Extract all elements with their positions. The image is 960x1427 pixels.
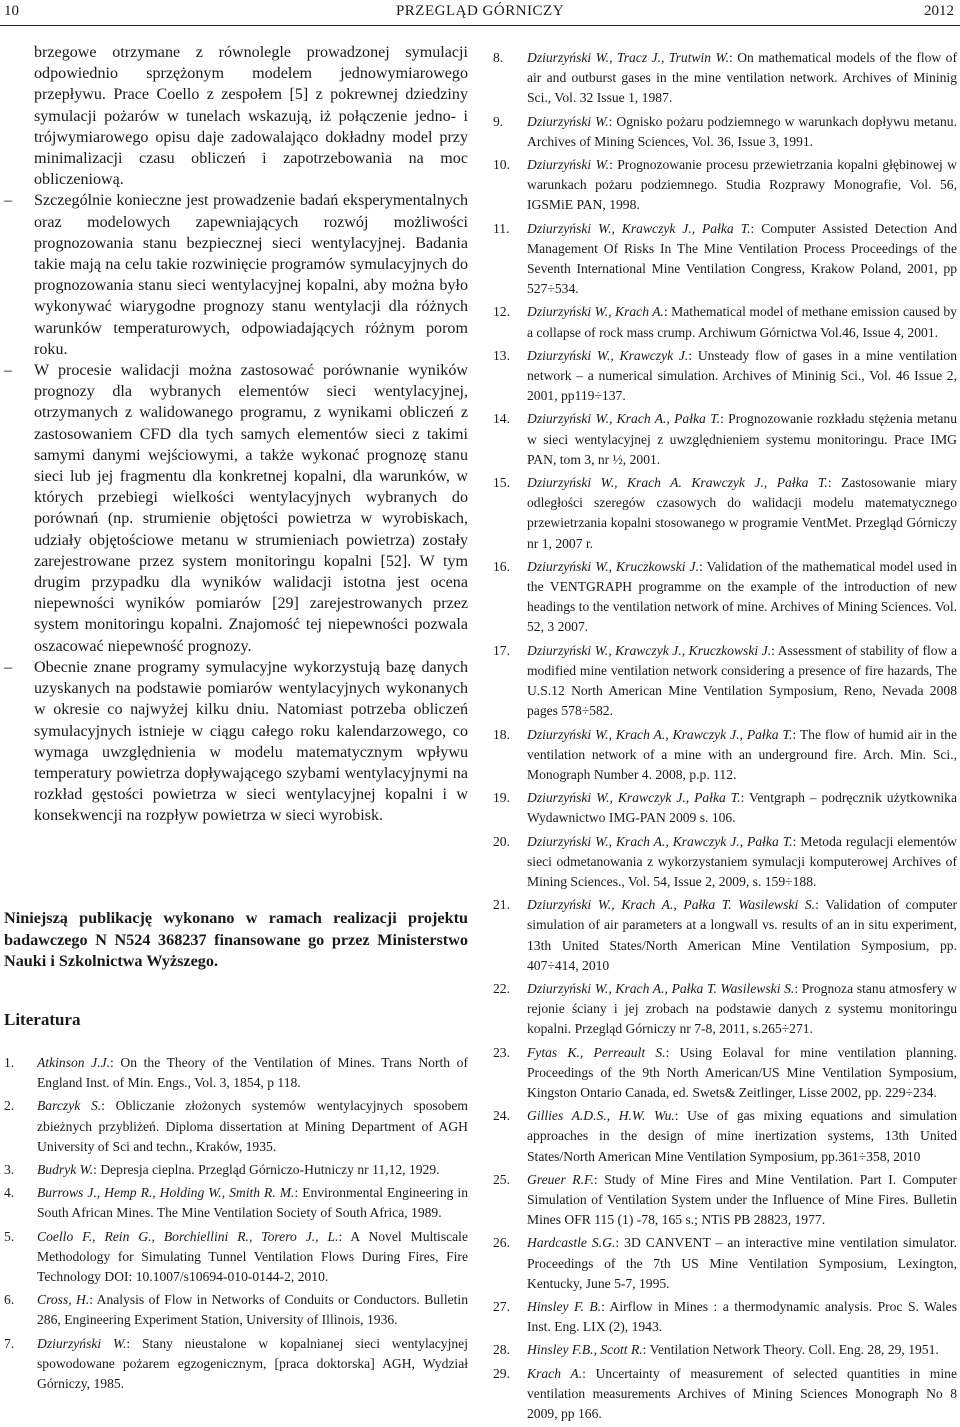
reference-authors: Dziurzyński W. (37, 1335, 127, 1351)
reference-item (4, 1053, 468, 1093)
reference-details: : Obliczanie złożonych systemów wentylacyjnych sposobem zbieżnych przybliżeń. Diploma dissertation at Mining Department of AGH University of Sci and techn., Kraków, 1935. (37, 1098, 468, 1154)
reference-authors: Dziurzyński W., Tracz J., Trutwin W. (527, 50, 729, 65)
reference-item (493, 346, 957, 407)
reference-authors: Gillies A.D.S., H.W. Wu. (527, 1108, 675, 1124)
reference-details: : Stany nieustalone w kopalnianej sieci wentylacyjnej spowodowane pożarem egzogenicznym, [praca doktorska] AGH, Wydział Górniczy, 1985. (37, 1335, 468, 1392)
reference-number: 13. (493, 347, 510, 363)
reference-details: : Validation of the mathematical model used in the VENTGRAPH programme on the example of the introduction of new headings to the ventilation network of mine. Archives of Mining Sciences. Vol. 52, 3 2007. (527, 558, 957, 635)
reference-item (4, 1183, 468, 1223)
reference-authors: Dziurzyński W., Krawczyk J. (527, 347, 689, 363)
reference-item (493, 1364, 957, 1425)
reference-details: : On mathematical models of the flow of air and outburst gases in the mine ventilation network. Archives of Mininig Sci., Vol. 32 Issue 1, 1987. (527, 50, 957, 106)
page-header (0, 0, 960, 26)
reference-details: : Ventgraph – podręcznik użytkownika Wydawnictwo IMG-PAN 2009 s. 106. (527, 790, 957, 826)
reference-item (4, 1290, 468, 1330)
reference-number: 12. (493, 304, 510, 320)
reference-item (4, 1096, 468, 1157)
reference-authors: Dziurzyński W., Krawczyk J., Pałka T. (527, 220, 751, 236)
reference-authors: Dziurzyński W., Krach A., Pałka T. (527, 411, 721, 427)
reference-item (493, 832, 957, 893)
acknowledgment: Niniejszą publikację wykonano w ramach realizacji projektu badawczego N N524 368237 finansowane go przez Ministerstwo Nauki i Szkolnictwa Wyższego. (4, 909, 468, 970)
reference-authors: Hinsley F.B., Scott R. (527, 1342, 643, 1358)
reference-authors: Krach A. (527, 1365, 583, 1381)
acknowledgment-block (4, 908, 468, 973)
reference-authors: Budryk W. (37, 1162, 94, 1178)
reference-authors: Dziurzyński W., Krach A. (527, 304, 664, 320)
reference-details: : Depresja cieplna. Przegląd Górniczo-Hutniczy nr 11,12, 1929. (93, 1162, 440, 1178)
reference-item (493, 1170, 957, 1231)
bullet-paragraph: – W procesie walidacji można zastosować porównanie wyników prognozy dla wybranych elementów sieci wentylacyjnej, otrzymanych z walidowanego programu, z wynikami obliczeń z zastosowaniem CFD dla tych samych elementów sieci z takimi samymi danymi wejściowymi, a także wykonać prognozę stanu sieci lub jej fragmentu dla konkretnej kopalni, dla warunków, w których przebiegi wielkości wentylacyjnych wybranych do porównań (np. strumienie objętości powietrza w wyrobiskach, udziały objętościowe metanu w strumieniach powietrza) zostały zarejestrowane przez system monitoringu kopalni [52]. W tym drugim przypadku dla wyników walidacji istotna jest ocena niepewności wyników pomiarów [29] zarejestrowanych przez system monitoringu kopalni. Znajomość tej niepewności pozwala oszacować niepewność prognozy. (4, 360, 468, 657)
reference-details: : Uncertainty of measurement of selected quantities in mine ventilation measurements Archives of Mining Sciences Monograph No 8 2009, pp 166. (527, 1365, 957, 1421)
literature-heading: Literatura (4, 1010, 81, 1029)
reference-details: : Airflow in Mines : a thermodynamic analysis. Proc S. Wales Inst. Eng. LIX (2), 1943. (527, 1298, 957, 1335)
reference-number: 9. (493, 113, 504, 129)
reference-details: : Study of Mine Fires and Mine Ventilation. Part I. Computer Simulation of Ventilation System under the Influence of Mine Fires. Bulletin Mines OFR 115 (1) -78, 165 s.; NTiS PB 28823, 1977. (527, 1171, 957, 1228)
reference-number: 24. (493, 1108, 510, 1124)
reference-details: : 3D CANVENT – an interactive mine ventilation simulator. Proceedings of the 7th US Mine Ventilation Symposium, Lexington, Kentucky, June 5-7, 1995. (527, 1235, 957, 1291)
reference-number: 2. (4, 1098, 15, 1114)
reference-number: 29. (493, 1365, 510, 1381)
reference-authors: Coello F., Rein G., Borchiellini R., Torero J., L. (37, 1228, 339, 1244)
reference-number: 22. (493, 980, 510, 996)
reference-item (493, 895, 957, 976)
reference-details: : Assessment of stability of flow a modified mine ventilation network considering a presence of fire hazards, The U.S.12 North American Mine Ventilation Symposium, Reno, Nevada 2008 pages 578÷582. (527, 642, 957, 719)
reference-item (493, 302, 957, 342)
reference-details: : A Novel Multiscale Methodology for Simulating Tunnel Ventilation Flows During Fires, Fire Technology DOI: 10.1007/s10694-010-0144-2, 2010. (37, 1228, 468, 1285)
reference-number: 15. (493, 475, 510, 491)
reference-item (493, 1106, 957, 1167)
reference-item (493, 1340, 957, 1360)
reference-authors: Barczyk S. (37, 1098, 102, 1114)
reference-item (493, 1043, 957, 1104)
reference-item (493, 641, 957, 722)
reference-authors: Dziurzyński W., Krach A. Krawczyk J., Pałka T. (527, 475, 828, 491)
reference-details: : Computer Assisted Detection And Management Of Risks In The Mine Ventilation Process Proceedings of the Seventh International Mine Ventilation Congress, Krakow Poland, 2001, pp 527÷534. (527, 220, 958, 297)
reference-number: 27. (493, 1298, 510, 1314)
reference-details: : Validation of computer simulation of air parameters at a longwall vs. results of an in situ experiment, 13th United States/North American Mine Ventilation Symposium, pp. 407÷414, 2010 (527, 897, 958, 973)
reference-authors: Dziurzyński W., Krach A., Pałka T. Wasilewski S. (527, 897, 816, 913)
reference-details: : Metoda regulacji elementów sieci odmetanowania z wykorzystaniem symulacji komputerowej Archives of Mining Sciences., Vol. 54, Issue 2, 2009, s. 159÷188. (527, 833, 957, 889)
references-left-column (4, 1053, 468, 1397)
reference-number: 3. (4, 1162, 15, 1178)
reference-details: : Zastosowanie miary odległości szeregów czasowych do walidacji modelu matematycznego przewietrzania kopalni stosowanego w programie VentMet. Przegląd Górniczy nr 1, 2007 r. (527, 475, 957, 551)
reference-number: 6. (4, 1292, 15, 1308)
reference-authors: Dziurzyński W., Krawczyk J., Kruczkowski J. (527, 642, 772, 658)
reference-item (493, 1233, 957, 1294)
year: 2012 (924, 3, 954, 19)
reference-number: 25. (493, 1171, 510, 1187)
reference-authors: Fytas K., Perreault S. (527, 1044, 666, 1060)
reference-item (493, 409, 957, 470)
reference-details: : Use of gas mixing equations and simulation approaches in the design of mine inertization systems, 13th United States/North American Mine Ventilation Symposium, pp.361÷358, 2010 (527, 1108, 957, 1164)
reference-number: 16. (493, 558, 510, 574)
reference-number: 26. (493, 1235, 510, 1251)
reference-item (493, 112, 957, 152)
reference-authors: Dziurzyński W., Krach A., Krawczyk J., Pałka T. (527, 833, 793, 849)
reference-details: : The flow of humid air in the ventilation network of a mine with an underground fire. Arch. Min. Sci., Monograph Number 4. 2008, p.p. 112. (527, 726, 957, 782)
reference-number: 28. (493, 1342, 510, 1358)
body-paragraph: brzegowe otrzymane z równolegle prowadzonej symulacji odpowiednio sprzężonym modelem jednowymiarowego przepływu. Prace Coello z zespołem [5] z pokrewnej dziedziny symulacji pożarów w tunelach wskazują, iż połączenie jedno- i trójwymiarowego opisu daje zadowalająco dokładny model przy minimalizacji czasu obliczeń i zapotrzebowania na moc obliczeniową. (34, 44, 468, 189)
page-number: 10 (4, 3, 19, 19)
reference-item (493, 979, 957, 1040)
reference-item (4, 1334, 468, 1395)
reference-authors: Hardcastle S.G. (527, 1235, 616, 1251)
reference-details: : Environmental Engineering in South African Mines. The Mine Ventilation Society of South Africa, 1989. (37, 1185, 468, 1221)
reference-details: : Prognozowanie rozkładu stężenia metanu w sieci wentylacyjnej z uwzględnieniem systemu monitoringu. Prace IMG PAN, tom 3, nr ½, 2001. (527, 411, 957, 467)
reference-details: : Using Eolaval for mine ventilation planning. Proceedings of the 9th North American/US Mine Ventilation Symposium, Kingston Ontario Canada, ed. Swets& Zeitlinger, Lisse 2002, pp. 229÷234. (527, 1044, 957, 1100)
reference-details: : Unsteady flow of gases in a mine ventilation network – a numerical simulation. Archives of Mininig Sci., Vol. 46 Issue 2, 2001, pp119÷137. (527, 347, 958, 404)
reference-details: : Ventilation Network Theory. Coll. Eng. 28, 29, 1951. (642, 1342, 939, 1358)
reference-number: 8. (493, 50, 504, 65)
reference-number: 5. (4, 1228, 15, 1244)
reference-item (493, 557, 957, 638)
reference-authors: Dziurzyński W., Kruczkowski J. (527, 558, 699, 574)
reference-item (493, 48, 957, 109)
reference-number: 10. (493, 157, 510, 173)
reference-item (493, 473, 957, 554)
reference-authors: Dziurzyński W. (527, 113, 609, 129)
reference-authors: Dziurzyński W., Krach A., Pałka T. Wasilewski S. (527, 980, 795, 996)
bullet-paragraph: – Obecnie znane programy symulacyjne wykorzystują bazę danych uzyskanych na podstawie pomiarów wentylacyjnych wykonanych w okresie co najwyżej kilku dniu. Natomiast potrzeba obliczeń symulacyjnych istnieje w ciągu całego roku kalendarzowego, co wymaga uwzględnienia w modelu matematycznym wpływu temperatury powietrza dopływającego szybami wentylacyjnymi na rozkład gęstości powietrza w sieci wentylacyjnej kopalni i w konsekwencji na rozpływ powietrza w sieci wyrobisk. (4, 657, 468, 827)
reference-authors: Atkinson J.J. (37, 1055, 111, 1070)
reference-number: 19. (493, 790, 510, 806)
reference-number: 20. (493, 833, 510, 849)
reference-authors: Dziurzyński W., Krach A., Krawczyk J., Pałka T. (527, 726, 793, 742)
reference-number: 14. (493, 411, 510, 427)
reference-item (493, 219, 957, 300)
reference-item (4, 1160, 468, 1180)
reference-details: : On the Theory of the Ventilation of Mines. Trans North of England Inst. of Min. Engs., Vol. 3, 1854, p 118. (37, 1055, 468, 1091)
reference-item (493, 725, 957, 786)
reference-authors: Burrows J., Hemp R., Holding W., Smith R. M. (37, 1185, 295, 1201)
reference-authors: Cross, H. (37, 1292, 90, 1308)
reference-details: : Prognozowanie procesu przewietrzania kopalni głębinowej w warunkach pożaru podziemnego. Studia Rozprawy Monografie, Vol. 56, IGSMiE PAN, 1998. (527, 157, 957, 213)
reference-number: 17. (493, 642, 510, 658)
bullet-paragraph: – Szczególnie konieczne jest prowadzenie badań eksperymentalnych oraz modelowych zapewniających rozwój możliwości prognozowania stanu bezpiecznej sieci wentylacyjnej. Badania takie mają na celu takie rozwinięcie programów symulacyjnych do prognozowania stanu sieci wentylacyjnej kopalni, aby można było wykonywać wiarygodne prognozy stanu wentylacji dla różnych warunków temperaturowych, odpowiadających różnym porom roku. (4, 190, 468, 360)
reference-authors: Hinsley F. B. (527, 1298, 602, 1314)
body-text-column (4, 42, 468, 827)
reference-details: : Analysis of Flow in Networks of Conduits or Conductors. Bulletin 286, Engineering Experiment Station, University of Illinois, 1936. (37, 1292, 468, 1328)
header-rule (0, 25, 960, 26)
reference-number: 23. (493, 1044, 510, 1060)
reference-item (493, 1297, 957, 1337)
reference-item (493, 788, 957, 828)
reference-number: 18. (493, 726, 510, 742)
reference-item (493, 155, 957, 216)
reference-details: : Mathematical model of methane emission caused by a collapse of rock mass crump. Archiwum Górnictwa Vol.46, Issue 4, 2001. (527, 304, 957, 340)
reference-authors: Dziurzyński W., Krawczyk J., Pałka T. (527, 790, 741, 806)
reference-number: 1. (4, 1055, 15, 1070)
journal-title: PRZEGLĄD GÓRNICZY (395, 3, 565, 19)
reference-number: 4. (4, 1185, 15, 1201)
reference-number: 21. (493, 897, 510, 913)
reference-details: : Ognisko pożaru podziemnego w warunkach dopływu metanu. Archives of Mining Sciences, Vol. 36, Issue 3, 1991. (527, 113, 957, 149)
reference-authors: Dziurzyński W. (527, 157, 610, 173)
reference-details: : Prognoza stanu atmosfery w rejonie ściany i jej zrobach na podstawie danych z systemu monitoringu kopalni. Przegląd Górniczy nr 7-8, 2011, s.265÷271. (527, 980, 957, 1037)
reference-number: 11. (493, 220, 510, 236)
reference-number: 7. (4, 1335, 15, 1351)
reference-authors: Greuer R.F. (527, 1171, 594, 1187)
references-right-column (493, 48, 957, 1427)
reference-item (4, 1227, 468, 1288)
